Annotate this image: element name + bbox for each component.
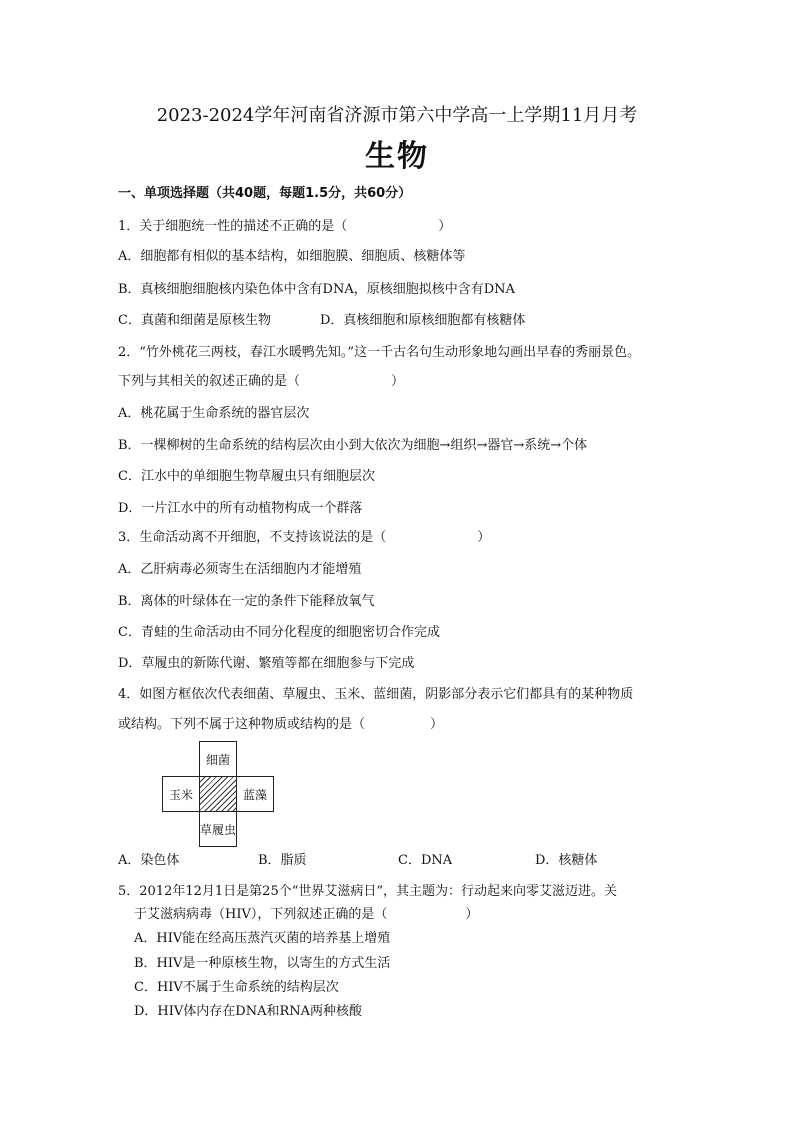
q1-option-d: D．真核细胞和原核细胞都有核糖体 — [320, 313, 526, 328]
q1-option-a: A．细胞都有相似的基本结构，如细胞膜、细胞质、核糖体等 — [118, 249, 466, 264]
shaded-intersection — [199, 776, 237, 812]
q2-option-c: C．江水中的单细胞生物草履虫只有细胞层次 — [118, 469, 375, 484]
q5-option-a: A．HIV能在经高压蒸汽灭菌的培养基上增殖 — [134, 931, 391, 946]
subject-title: 生物 — [365, 139, 429, 174]
q5-stem-line1: 5．2012年12月1日是第25个“世界艾滋病日”，其主题为：行动起来向零艾滋迈进。关 — [118, 884, 618, 899]
q4-option-d: D．核糖体 — [535, 853, 598, 868]
q4-option-a: A．染色体 — [118, 853, 180, 868]
q4-option-c: C．DNA — [398, 853, 453, 868]
q2-stem-line2: 下列与其相关的叙述正确的是（ ） — [118, 374, 405, 389]
q5-stem-line2: 于艾滋病病毒（HIV），下列叙述正确的是（ ） — [134, 907, 479, 922]
q4-stem-line1: 4．如图方框依次代表细菌、草履虫、玉米、蓝细菌，阴影部分表示它们都具有的某种物质 — [118, 687, 634, 702]
q3-option-a: A．乙肝病毒必须寄生在活细胞内才能增殖 — [118, 562, 362, 577]
q5-option-c: C．HIV不属于生命系统的结构层次 — [134, 980, 339, 995]
q3-stem: 3．生命活动离不开细胞，不支持该说法的是（ ） — [118, 530, 491, 545]
q1-option-c: C．真菌和细菌是原核生物 — [118, 313, 271, 328]
q2-stem-line1: 2．“竹外桃花三两枝，春江水暖鸭先知。”这一千古名句生动形象地勾画出早春的秀丽景色。 — [118, 345, 641, 360]
box-cyanobacteria: 蓝藻 — [236, 776, 274, 812]
q3-option-c: C．青蛙的生命活动由不同分化程度的细胞密切合作完成 — [118, 625, 440, 640]
box-paramecium: 草履虫 — [199, 811, 237, 847]
q1-option-b: B．真核细胞细胞核内染色体中含有DNA，原核细胞拟核中含有DNA — [118, 282, 515, 297]
exam-title: 2023-2024学年河南省济源市第六中学高一上学期11月月考 — [156, 105, 638, 126]
box-bacteria: 细菌 — [199, 741, 237, 777]
q4-option-b: B．脂质 — [258, 853, 307, 868]
box-corn: 玉米 — [162, 776, 200, 812]
q3-option-d: D．草履虫的新陈代谢、繁殖等都在细胞参与下完成 — [118, 656, 415, 671]
q2-option-b: B．一棵柳树的生命系统的结构层次由小到大依次为细胞→组织→器官→系统→个体 — [118, 438, 588, 453]
q5-option-d: D．HIV体内存在DNA和RNA两种核酸 — [134, 1004, 363, 1019]
q3-option-b: B．离体的叶绿体在一定的条件下能释放氧气 — [118, 594, 375, 609]
q2-option-d: D．一片江水中的所有动植物构成一个群落 — [118, 501, 363, 516]
q5-option-b: B．HIV是一种原核生物，以寄生的方式生活 — [134, 956, 391, 971]
section-heading: 一、单项选择题（共40题，每题1.5分，共60分） — [118, 186, 412, 201]
q4-stem-line2: 或结构。下列不属于这种物质或结构的是（ ） — [118, 717, 444, 732]
q2-option-a: A．桃花属于生命系统的器官层次 — [118, 406, 310, 421]
q1-stem: 1．关于细胞统一性的描述不正确的是（ ） — [118, 219, 452, 234]
